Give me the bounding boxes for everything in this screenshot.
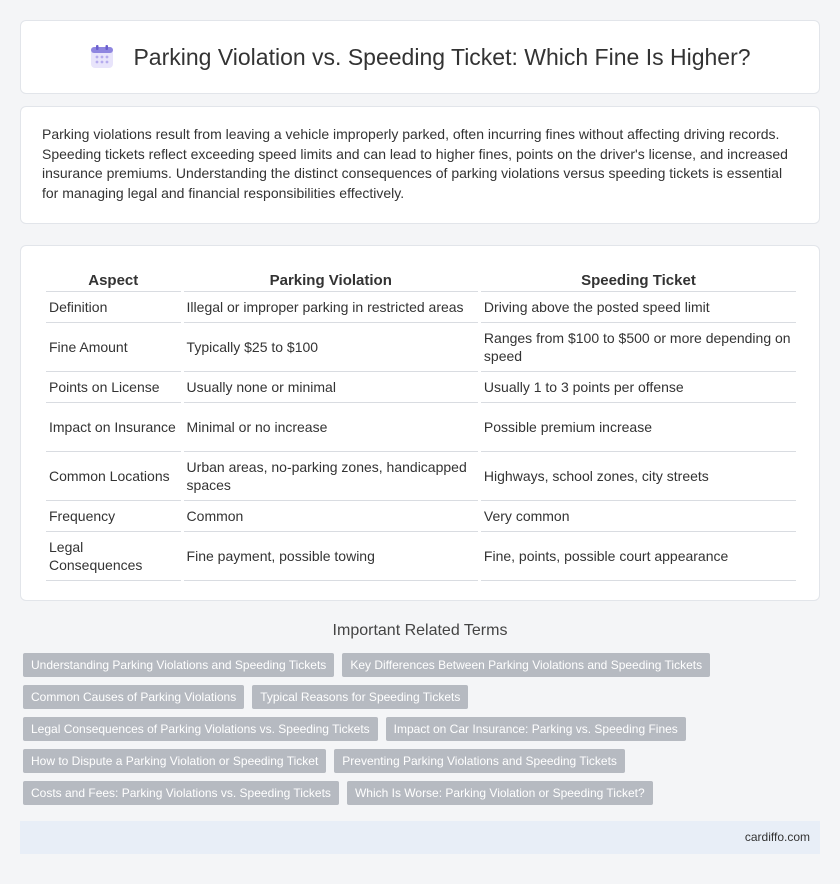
related-tag[interactable]: Preventing Parking Violations and Speeding Tickets: [334, 749, 625, 773]
parking-cell: Minimal or no increase: [184, 403, 478, 452]
table-row: [46, 452, 796, 501]
aspect-cell: Frequency: [46, 501, 181, 532]
tag-row: [23, 717, 686, 741]
parking-cell: Urban areas, no-parking zones, handicapped spaces: [184, 452, 478, 501]
related-tag[interactable]: Understanding Parking Violations and Speeding Tickets: [23, 653, 334, 677]
related-tag[interactable]: Legal Consequences of Parking Violations vs. Speeding Tickets: [23, 717, 378, 741]
table-row: [46, 323, 796, 372]
related-tag[interactable]: Which Is Worse: Parking Violation or Speeding Ticket?: [347, 781, 653, 805]
speeding-cell: Driving above the posted speed limit: [481, 292, 796, 323]
aspect-cell: Fine Amount: [46, 323, 181, 372]
aspect-cell: Points on License: [46, 372, 181, 403]
related-tag[interactable]: Typical Reasons for Speeding Tickets: [252, 685, 468, 709]
table-header-row: [46, 262, 796, 292]
speeding-cell: Ranges from $100 to $500 or more depending on speed: [481, 323, 796, 372]
title-card: [20, 20, 820, 94]
related-terms-heading: Important Related Terms: [332, 622, 508, 639]
parking-cell: Typically $25 to $100: [184, 323, 478, 372]
tag-row: [23, 749, 625, 773]
parking-cell: Fine payment, possible towing: [184, 532, 478, 581]
header-parking-violation: Parking Violation: [184, 262, 478, 292]
tag-row: [23, 685, 468, 709]
header-speeding-ticket: Speeding Ticket: [481, 262, 796, 292]
table-row: [46, 501, 796, 532]
comparison-table: [43, 262, 799, 581]
footer-site-link[interactable]: cardiffo.com: [744, 830, 810, 844]
page-title: Parking Violation vs. Speeding Ticket: Which Fine Is Higher?: [133, 43, 751, 70]
aspect-cell: Definition: [46, 292, 181, 323]
table-row: [46, 532, 796, 581]
table-row: [46, 372, 796, 403]
calendar-icon: [89, 44, 115, 70]
tag-row: [23, 653, 710, 677]
intro-card: [20, 106, 820, 224]
parking-cell: Illegal or improper parking in restricted areas: [184, 292, 478, 323]
tag-row: [23, 781, 653, 805]
related-tag[interactable]: Impact on Car Insurance: Parking vs. Speeding Fines: [386, 717, 686, 741]
header-aspect: Aspect: [46, 262, 181, 292]
table-row: [46, 403, 796, 452]
footer: [20, 821, 820, 854]
related-tag[interactable]: How to Dispute a Parking Violation or Speeding Ticket: [23, 749, 326, 773]
speeding-cell: Highways, school zones, city streets: [481, 452, 796, 501]
speeding-cell: Very common: [481, 501, 796, 532]
speeding-cell: Fine, points, possible court appearance: [481, 532, 796, 581]
aspect-cell: Legal Consequences: [46, 532, 181, 581]
aspect-cell: Common Locations: [46, 452, 181, 501]
parking-cell: Usually none or minimal: [184, 372, 478, 403]
table-row: [46, 292, 796, 323]
comparison-card: [20, 245, 820, 601]
aspect-cell: Impact on Insurance: [46, 403, 181, 452]
parking-cell: Common: [184, 501, 478, 532]
speeding-cell: Possible premium increase: [481, 403, 796, 452]
intro-text: Parking violations result from leaving a vehicle improperly parked, often incurring fines without affecting driving records. Speeding tickets reflect exceeding speed limits and can lead to higher fines, points on the driver's license, and increased insurance premiums. Understanding the distinct consequences of parking violations versus speeding tickets is essential for managing legal and financial responsibilities effectively.: [42, 126, 788, 201]
related-tag[interactable]: Key Differences Between Parking Violations and Speeding Tickets: [342, 653, 710, 677]
related-tag[interactable]: Common Causes of Parking Violations: [23, 685, 244, 709]
related-tag[interactable]: Costs and Fees: Parking Violations vs. Speeding Tickets: [23, 781, 339, 805]
speeding-cell: Usually 1 to 3 points per offense: [481, 372, 796, 403]
